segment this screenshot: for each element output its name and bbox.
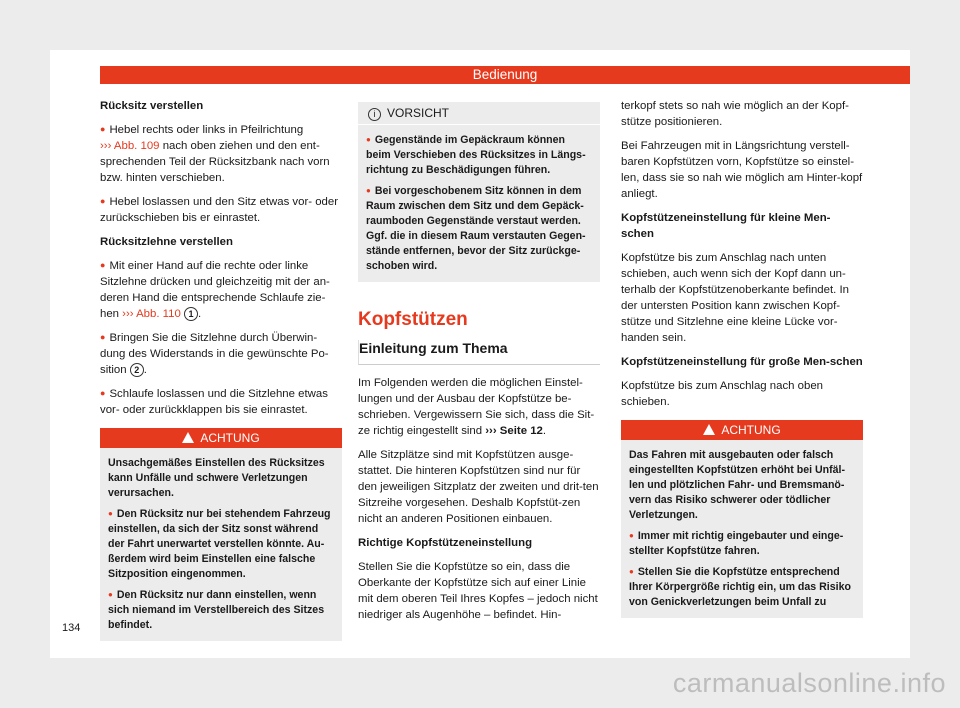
paragraph: Kopfstütze bis zum Anschlag nach oben schieben.	[621, 380, 823, 408]
step-1: ● Hebel rechts oder links in Pfeilrichtung ››› Abb. 109 nach oben ziehen und den ent-sprechenden Teil der Rücksitzbank nach vorn bzw. hinten verschieben.	[100, 122, 342, 186]
paragraph: Bei Fahrzeugen mit in Längsrichtung verstell-baren Kopfstützen vorn, Kopfstütze so einstel-len, dass sie so nah wie möglich am Hinter-kopf anliegt.	[621, 140, 863, 200]
paragraph: Alle Sitzplätze sind mit Kopfstützen ausge-stattet. Die hinteren Kopfstützen sind nur für den jeweiligen Sitzplatz der zweiten und drit-ten Sitzreihe vorgesehen. Deshalb Kopfstüt-zen nicht an anderen Positionen einbauen.	[358, 449, 599, 525]
figure-reference-link[interactable]: ››› Abb. 109	[100, 140, 160, 152]
column-2	[358, 98, 600, 631]
intro-paragraph: Im Folgenden werden die möglichen Einstel-lungen und der Ausbau der Kopfstütze be-schrieben. Vergewissern Sie sich, dass die Sit-ze richtig eingestellt sind ››› Seite 12.	[358, 377, 595, 437]
warning-header: ACHTUNG	[621, 420, 863, 440]
watermark: carmanualsonline.info	[672, 668, 946, 698]
bullet-icon	[108, 589, 117, 601]
callout-number: 2	[130, 363, 144, 377]
column-1	[100, 98, 342, 651]
paper	[50, 50, 910, 658]
warning-box	[621, 420, 863, 618]
callout-number: 1	[184, 307, 198, 321]
section-title: Kopfstützen	[358, 309, 468, 330]
caution-box	[358, 102, 600, 282]
page-reference-link[interactable]: ››› Seite 12	[485, 425, 543, 437]
bullet-icon	[366, 185, 375, 197]
warning-body: Das Fahren mit ausgebauten oder falsch eingestellten Kopfstützen erhöht bei Unfäl-len und plötzlichen Fahr- und Bremsmanö-vern das Risiko schwerer oder tödlicher Verletzungen. ● Immer mit richtig eingebauter und einge-stellter Kopfstütze fahren. ● Stellen Sie die Kopfstütze entsprechend Ihrer Körpergröße richtig ein, um das Risiko von Genickverletzungen beim Unfall zu	[621, 440, 863, 618]
bullet-icon	[366, 134, 375, 146]
warning-box	[100, 428, 342, 641]
section-header: Bedienung	[100, 66, 910, 84]
info-icon: i	[368, 108, 381, 121]
column-3	[621, 98, 863, 628]
page-number: 134	[62, 622, 81, 634]
caution-body: ● Gegenstände im Gepäckraum können beim Verschieben des Rücksitzes in Längs-richtung zu Beschädigungen führen. ● Bei vorgeschobenem Sitz können in dem Raum zwischen dem Sitz und dem Gepäck-raumboden Gegenstände verstaut werden. Ggf. die in diesem Raum verstauten Gegen-stände entfernen, bevor der Sitz zurückge-schoben wird.	[358, 125, 600, 282]
caution-header: i VORSICHT	[358, 102, 600, 125]
paragraph: Stellen Sie die Kopfstütze so ein, dass die Oberkante der Kopfstütze sich auf einer Linie mit dem oberen Teil Ihres Kopfes – jedoch nicht niedriger als Augenhöhe – befindet. Hin-	[358, 561, 598, 621]
bullet-icon	[108, 508, 117, 520]
heading-ruecksitzlehne-verstellen: Rücksitzlehne verstellen	[100, 236, 233, 248]
paragraph: terkopf stets so nah wie möglich an der Kopf-stütze positionieren.	[621, 100, 849, 128]
bullet-icon	[629, 530, 638, 542]
subsection-title: Einleitung zum Thema	[358, 340, 600, 365]
warning-triangle-icon	[703, 424, 715, 435]
heading-richtige-einstellung: Richtige Kopfstützeneinstellung	[358, 537, 533, 549]
step-4: ● Bringen Sie die Sitzlehne durch Überwin-dung des Widerstands in die gewünschte Po-sition 2 .	[100, 330, 342, 378]
warning-body: Unsachgemäßes Einstellen des Rücksitzes kann Unfälle und schwere Verletzungen verursachen. ● Den Rücksitz nur bei stehendem Fahrzeug einstellen, da sich der Sitz sonst während der Fahrt unerwartet verstellen könnte. Au-ßerdem wird beim Einstellen eine falsche Sitzposition eingenommen. ● Den Rücksitz nur dann einstellen, wenn sich niemand im Verstellbereich des Sitzes befindet.	[100, 448, 342, 641]
heading-ruecksitz-verstellen: Rücksitz verstellen	[100, 100, 204, 112]
warning-header: ACHTUNG	[100, 428, 342, 448]
warning-triangle-icon	[182, 432, 194, 443]
figure-reference-link[interactable]: ››› Abb. 110	[122, 308, 181, 320]
heading-kleine-menschen: Kopfstützeneinstellung für kleine Men-schen	[621, 212, 831, 240]
manual-page	[50, 50, 910, 658]
step-3: ● Mit einer Hand auf die rechte oder linke Sitzlehne drücken und gleichzeitig mit der an-deren Hand die entsprechende Schlaufe zie-hen ››› Abb. 110 1 .	[100, 258, 342, 322]
step-2: ● Hebel loslassen und den Sitz etwas vor- oder zurückschieben bis er einrastet.	[100, 194, 342, 226]
heading-grosse-menschen: Kopfstützeneinstellung für große Men-schen	[621, 356, 863, 368]
paragraph: Kopfstütze bis zum Anschlag nach unten schieben, auch wenn sich der Kopf dann un-terhalb der Kopfstützenoberkante befindet. In der untersten Position kann zwischen Kopf-stütze und Sitzlehne eine kleine Lücke vor-handen sein.	[621, 252, 849, 344]
bullet-icon	[629, 566, 638, 578]
step-5: ● Schlaufe loslassen und die Sitzlehne etwas vor- oder zurückklappen bis sie einrastet.	[100, 386, 342, 418]
